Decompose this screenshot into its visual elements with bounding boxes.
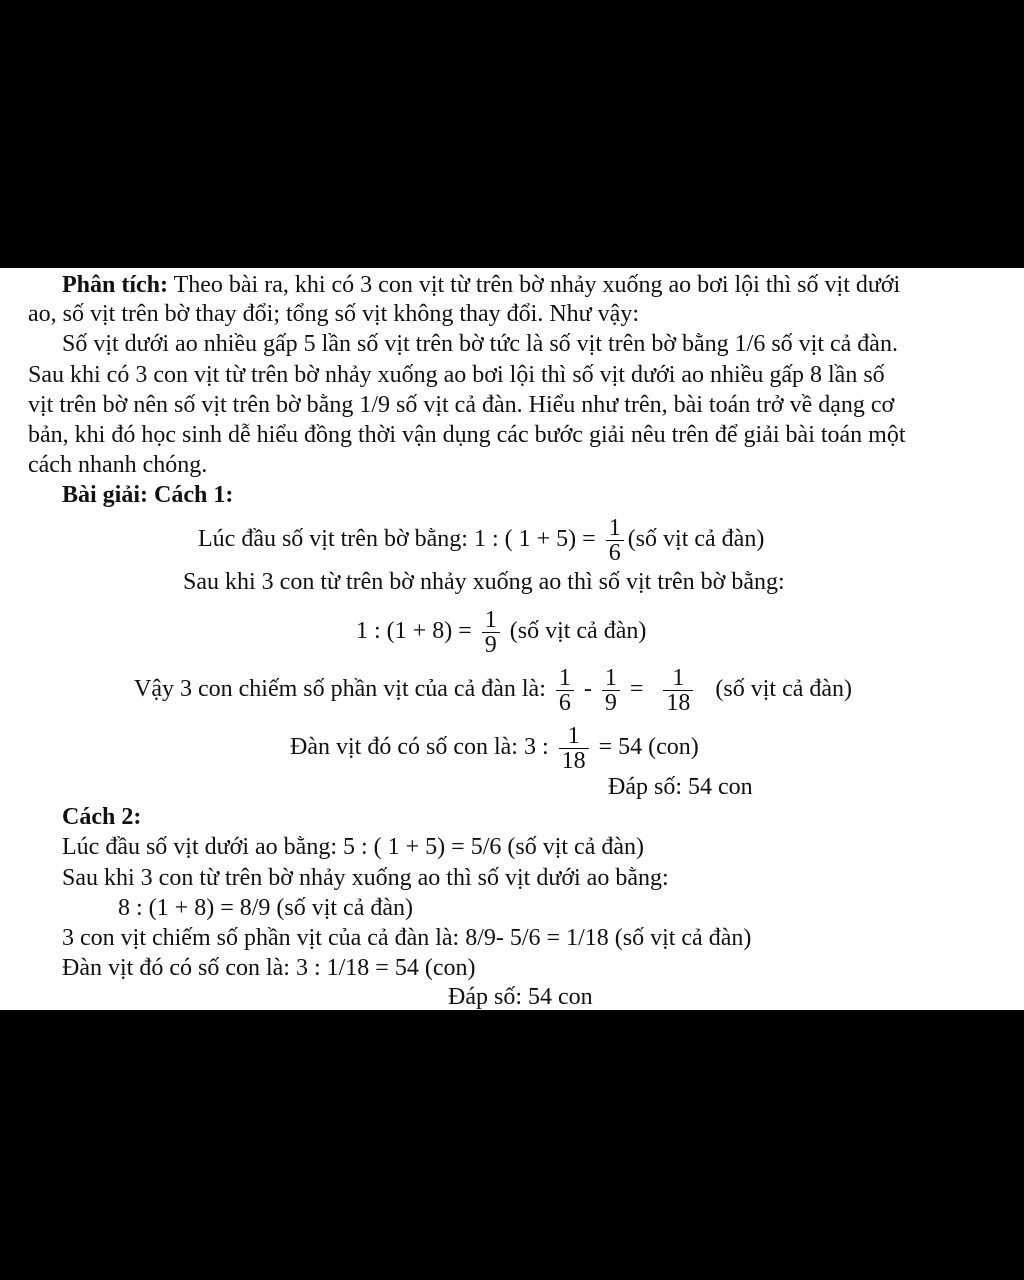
step-4-tail: (số vịt cả đàn) [715, 676, 853, 703]
analysis-line-6: bản, khi đó học sinh dễ hiểu đồng thời vận dụng các bước giải nêu trên để giải bài toán một [28, 422, 906, 448]
method1-step-1 [198, 516, 764, 565]
method2-line-3: 8 : (1 + 8) = 8/9 (số vịt cả đàn) [118, 895, 414, 921]
method1-step-2: Sau khi 3 con từ trên bờ nhảy xuống ao thì số vịt trên bờ bằng: [183, 569, 785, 595]
method2-line-5: Đàn vịt đó có số con là: 3 : 1/18 = 54 (con) [62, 955, 476, 981]
step-4-text: Vậy 3 con chiếm số phần vịt của cả đàn là: [134, 676, 546, 703]
fraction-a: $\frac{1}{6}$ [556, 666, 574, 715]
step-5-tail: = 54 (con) [598, 734, 699, 761]
method1-heading: Bài giải: Cách 1: [62, 482, 234, 508]
fraction-c: $\frac{1}{18}$ [663, 666, 693, 715]
analysis-label: Phân tích: [62, 272, 169, 298]
method2-answer: Đáp số: 54 con [448, 984, 593, 1010]
minus-sign: - [583, 676, 592, 703]
analysis-text: Theo bài ra, khi có 3 con vịt từ trên bờ nhảy xuống ao bơi lội thì số vịt dưới [168, 272, 901, 298]
step-5-text: Đàn vịt đó có số con là: 3 : [290, 734, 549, 761]
fraction-1-6: $\frac{1}{6}$ [606, 516, 624, 565]
fraction-1-9: $\frac{1}{9}$ [482, 608, 500, 657]
document-page [0, 268, 1024, 1010]
step-1-tail: (số vịt cả đàn) [627, 526, 765, 553]
step-1-text: Lúc đầu số vịt trên bờ bằng: 1 : ( 1 + 5) = [198, 526, 596, 553]
method2-line-2: Sau khi 3 con từ trên bờ nhảy xuống ao thì số vịt dưới ao bằng: [62, 865, 669, 891]
method2-heading: Cách 2: [62, 804, 142, 830]
method2-line-1: Lúc đầu số vịt dưới ao bằng: 5 : ( 1 + 5) = 5/6 (số vịt cả đàn) [62, 834, 644, 860]
analysis-line-7: cách nhanh chóng. [28, 452, 208, 478]
method1-step-5 [290, 724, 699, 773]
analysis-line-4: Sau khi có 3 con vịt từ trên bờ nhảy xuống ao bơi lội thì số vịt dưới ao nhiều gấp 8 lần số [28, 362, 885, 388]
step-3-tail: (số vịt cả đàn) [509, 618, 647, 645]
equals-sign: = [629, 676, 644, 703]
fraction-b: $\frac{1}{9}$ [602, 666, 620, 715]
fraction-1-18: $\frac{1}{18}$ [559, 724, 589, 773]
analysis-line-2: ao, số vịt trên bờ thay đổi; tổng số vịt không thay đổi. Như vậy: [28, 301, 639, 327]
method1-step-4 [134, 666, 852, 715]
analysis-line-3: Số vịt dưới ao nhiều gấp 5 lần số vịt trên bờ tức là số vịt trên bờ bằng 1/6 số vịt cả đàn. [62, 331, 898, 357]
method1-step-3 [356, 608, 646, 657]
analysis-line-1 [62, 270, 900, 300]
analysis-line-5: vịt trên bờ nên số vịt trên bờ bằng 1/9 số vịt cả đàn. Hiểu như trên, bài toán trở về dạng cơ [28, 392, 895, 418]
method2-line-4: 3 con vịt chiếm số phần vịt của cả đàn là: 8/9- 5/6 = 1/18 (số vịt cả đàn) [62, 925, 752, 951]
method1-answer: Đáp số: 54 con [608, 774, 753, 800]
step-3-text: 1 : (1 + 8) = [356, 618, 472, 645]
